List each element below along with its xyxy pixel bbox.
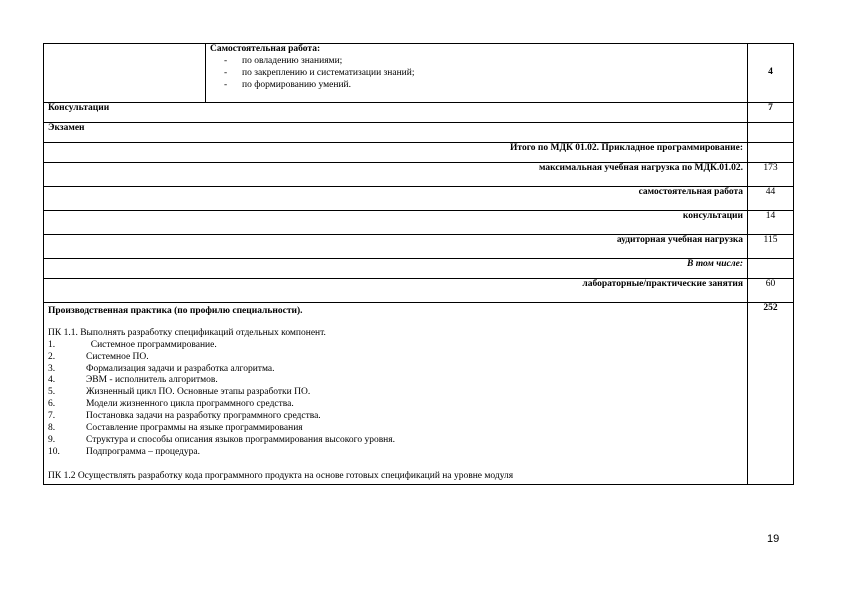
curriculum-table xyxy=(43,43,794,485)
self-work-cell xyxy=(206,44,748,103)
incl-row xyxy=(44,259,794,279)
totals-value: 44 xyxy=(748,187,794,211)
list-item: - по закреплению и систематизации знаний; xyxy=(224,68,743,80)
totals-value: 14 xyxy=(748,211,794,235)
totals-value: 173 xyxy=(748,163,794,187)
list-item: 6. Модели жизненного цикла программного средства. xyxy=(48,399,294,410)
exam-label: Экзамен xyxy=(44,123,748,143)
list-item: 2. Системное ПО. xyxy=(48,351,149,362)
list-item: 10. Подпрограмма – процедура. xyxy=(48,446,200,457)
list-item: 3. Формализация задачи и разработка алгоритма. xyxy=(48,363,275,374)
list-item: 7. Постановка задачи на разработку программного средства. xyxy=(48,411,321,421)
totals-label: максимальная учебная нагрузка по МДК.01.02. xyxy=(44,163,748,187)
totals-label: аудиторная учебная нагрузка xyxy=(44,235,748,259)
incl-value xyxy=(748,259,794,279)
pk-1-2: ПК 1.2 Осуществлять разработку кода программного продукта на основе готовых спецификаций на уровне модуля xyxy=(48,470,514,481)
list-item: - по формированию умений. xyxy=(224,80,743,92)
exam-row xyxy=(44,123,794,143)
list-item: 8. Составление программы на языке программирования xyxy=(48,422,303,433)
totals-value: 115 xyxy=(748,235,794,259)
incl-label: В том числе: xyxy=(44,259,748,279)
self-work-hours: 4 xyxy=(748,44,794,103)
lab-label: лабораторные/практические занятия xyxy=(44,279,748,303)
consult-label: Консультации xyxy=(44,103,748,123)
practice-hours: 252 xyxy=(748,303,794,485)
list-item: 4. ЭВМ - исполнитель алгоритмов. xyxy=(48,375,218,386)
lab-row xyxy=(44,279,794,303)
self-work-row xyxy=(44,44,794,103)
lab-value: 60 xyxy=(748,279,794,303)
totals-label: самостоятельная работа xyxy=(44,187,748,211)
topic-list xyxy=(48,340,743,459)
practice-cell xyxy=(44,303,748,485)
practice-title: Производственная практика (по профилю специальности). xyxy=(48,306,303,316)
exam-hours xyxy=(748,123,794,143)
pk-1-1: ПК 1.1. Выполнять разработку спецификаций отдельных компонент. xyxy=(48,327,326,338)
empty-cell xyxy=(44,44,206,103)
totals-row xyxy=(44,187,794,211)
list-item: 5. Жизненный цикл ПО. Основные этапы разработки ПО. xyxy=(48,387,311,398)
totals-title-row xyxy=(44,143,794,163)
totals-title: Итого по МДК 01.02. Прикладное программирование: xyxy=(44,143,748,163)
self-work-title: Самостоятельная работа: xyxy=(210,44,321,54)
page-number: 19 xyxy=(767,533,780,545)
totals-row xyxy=(44,163,794,187)
totals-title-value xyxy=(748,143,794,163)
totals-row xyxy=(44,235,794,259)
list-item: 1. Системное программирование. xyxy=(48,339,217,350)
consult-hours: 7 xyxy=(748,103,794,123)
practice-row xyxy=(44,303,794,485)
self-work-list xyxy=(210,56,743,92)
totals-row xyxy=(44,211,794,235)
consult-row xyxy=(44,103,794,123)
totals-label: консультации xyxy=(44,211,748,235)
list-item: 9. Структура и способы описания языков программирования высокого уровня. xyxy=(48,434,396,445)
list-item: - по овладению знаниями; xyxy=(224,56,743,68)
